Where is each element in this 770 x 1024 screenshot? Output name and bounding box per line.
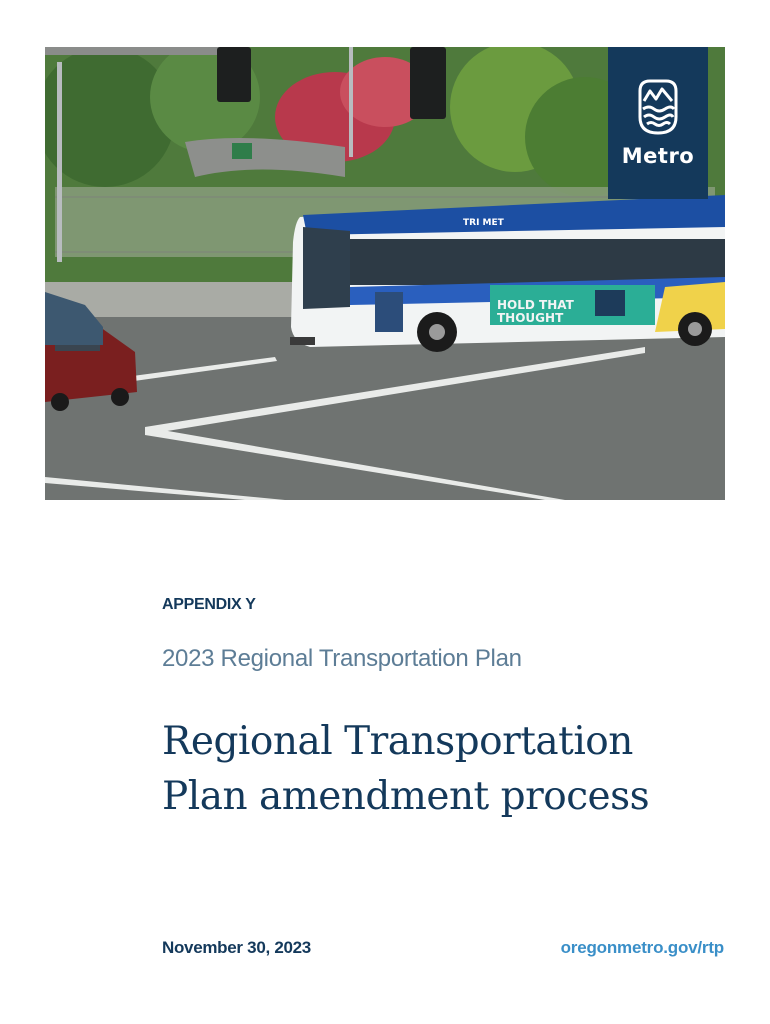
- bus-ad-text-line2: THOUGHT: [497, 311, 564, 325]
- document-subtitle: 2023 Regional Transportation Plan: [162, 645, 522, 672]
- bus-ad-text-line1: HOLD THAT: [497, 298, 574, 312]
- metro-logo: [608, 47, 708, 199]
- publication-date: November 30, 2023: [162, 938, 311, 957]
- appendix-label: APPENDIX Y: [162, 596, 256, 613]
- metro-mountain-water-icon: [636, 77, 680, 137]
- document-title-line1: Regional Transportation: [162, 719, 633, 764]
- website-link[interactable]: oregonmetro.gov/rtp: [560, 938, 724, 957]
- document-title: [162, 714, 722, 824]
- document-title-line2: Plan amendment process: [162, 774, 650, 819]
- bus-route-label: TRI MET: [463, 218, 504, 228]
- logo-wordmark: Metro: [621, 144, 695, 168]
